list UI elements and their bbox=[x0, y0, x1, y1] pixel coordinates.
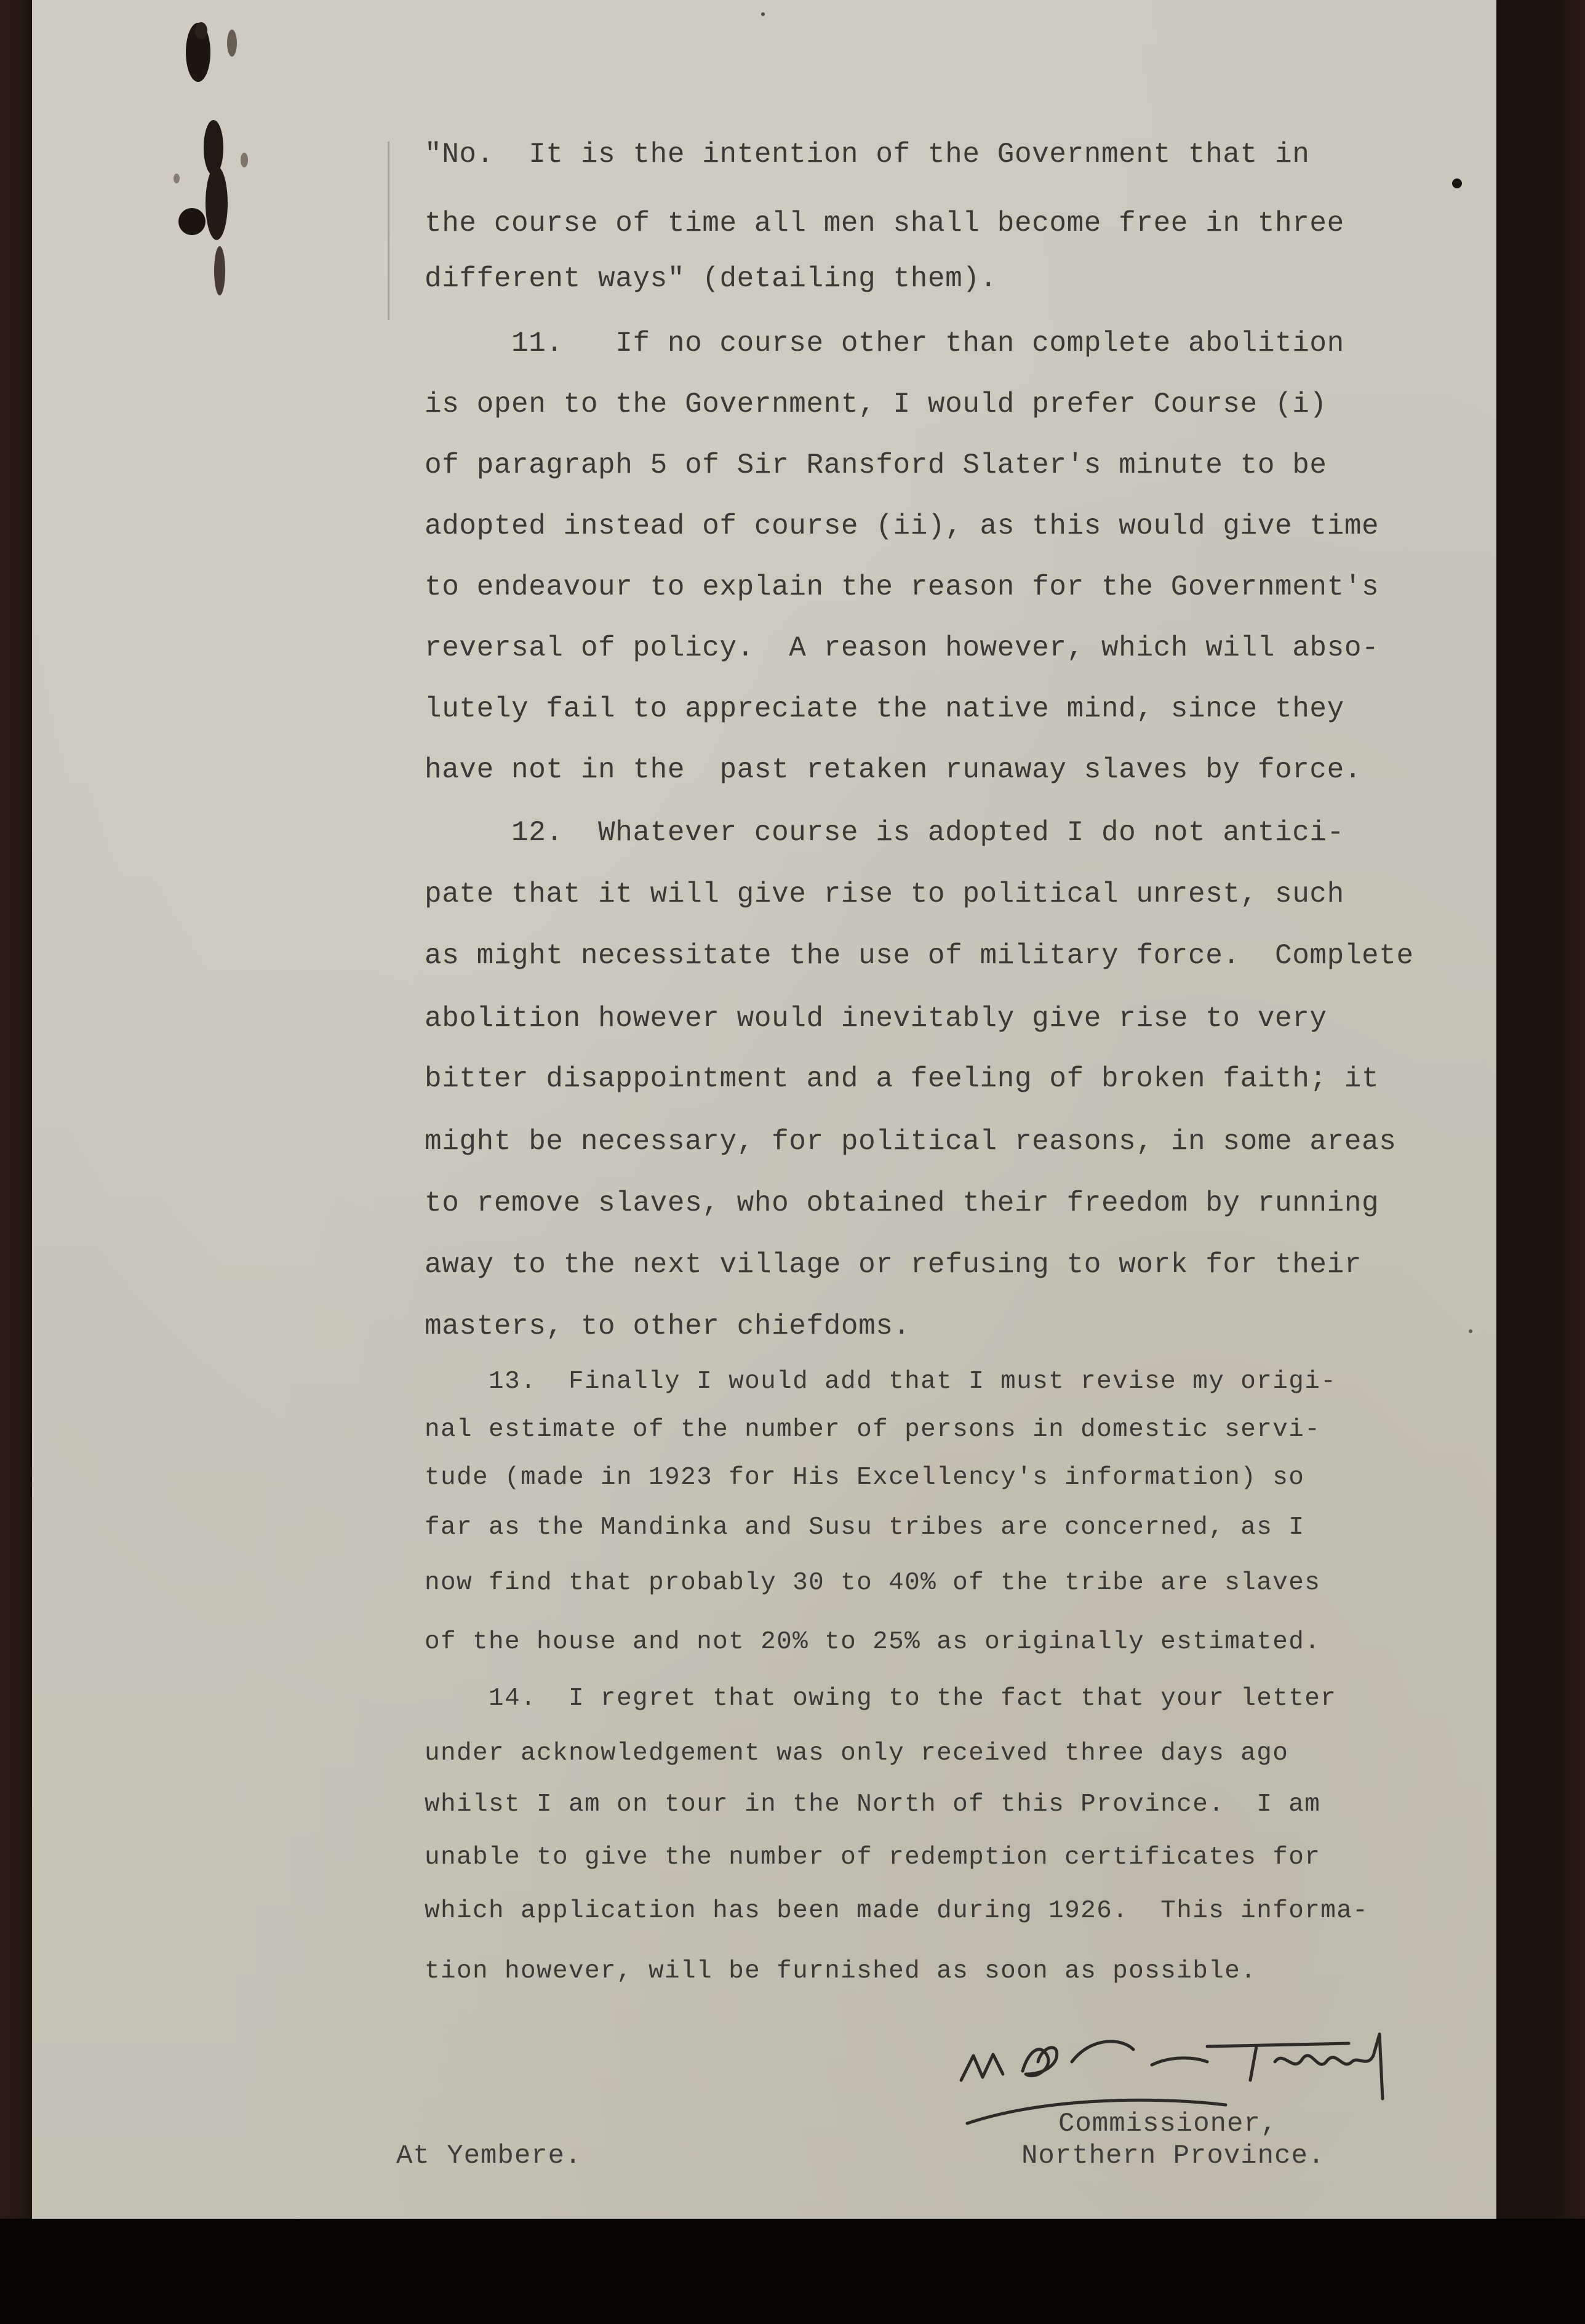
body-line: unable to give the number of redemption certificates for bbox=[425, 1843, 1321, 1872]
ink-speck bbox=[761, 12, 765, 16]
paragraph-11-start: 11. If no course other than complete abolition bbox=[425, 327, 1344, 359]
body-line: abolition however would inevitably give rise to very bbox=[425, 1003, 1327, 1035]
body-line: nal estimate of the number of persons in domestic servi- bbox=[425, 1416, 1321, 1444]
body-line: of the house and not 20% to 25% as originally estimated. bbox=[425, 1628, 1321, 1656]
pin-rust-stain bbox=[164, 18, 263, 308]
body-line: tude (made in 1923 for His Excellency's information) so bbox=[425, 1464, 1305, 1492]
body-line: tion however, will be furnished as soon as possible. bbox=[425, 1957, 1257, 1985]
body-line: different ways" (detailing them). bbox=[425, 263, 997, 295]
body-line: might be necessary, for political reasons, in some areas bbox=[425, 1126, 1397, 1158]
body-line: the course of time all men shall become free in three bbox=[425, 207, 1344, 239]
ink-speck bbox=[1469, 1329, 1472, 1333]
body-line: as might necessitate the use of military force. Complete bbox=[425, 940, 1414, 972]
body-line: "No. It is the intention of the Government that in bbox=[425, 138, 1310, 170]
body-line: reversal of policy. A reason however, which will abso- bbox=[425, 632, 1379, 664]
body-line: of paragraph 5 of Sir Ransford Slater's minute to be bbox=[425, 449, 1327, 481]
body-line: lutely fail to appreciate the native mind, since they bbox=[425, 693, 1344, 725]
body-line: is open to the Government, I would prefer Course (i) bbox=[425, 388, 1327, 420]
body-line: masters, to other chiefdoms. bbox=[425, 1310, 911, 1342]
paragraph-12-start: 12. Whatever course is adopted I do not antici- bbox=[425, 817, 1344, 849]
body-line: under acknowledgement was only received three days ago bbox=[425, 1739, 1289, 1768]
paragraph-13-start: 13. Finally I would add that I must revise my origi- bbox=[425, 1368, 1337, 1396]
body-line: which application has been made during 1926. This informa- bbox=[425, 1897, 1369, 1925]
body-line: far as the Mandinka and Susu tribes are concerned, as I bbox=[425, 1513, 1305, 1542]
signatory-province: Northern Province. bbox=[1021, 2141, 1325, 2171]
letter-page bbox=[32, 0, 1496, 2219]
signatory-title: Commissioner, bbox=[1058, 2109, 1278, 2139]
body-line: whilst I am on tour in the North of this Province. I am bbox=[425, 1790, 1321, 1819]
body-line: have not in the past retaken runaway slaves by force. bbox=[425, 754, 1362, 786]
body-line: adopted instead of course (ii), as this would give time bbox=[425, 510, 1379, 542]
paragraph-14-start: 14. I regret that owing to the fact that your letter bbox=[425, 1685, 1337, 1713]
body-line: bitter disappointment and a feeling of broken faith; it bbox=[425, 1063, 1379, 1095]
body-line: to endeavour to explain the reason for the Government's bbox=[425, 571, 1379, 603]
fold-crease bbox=[388, 142, 389, 320]
body-line: pate that it will give rise to political unrest, such bbox=[425, 878, 1344, 910]
place-of-writing: At Yembere. bbox=[396, 2141, 582, 2171]
body-line: away to the next village or refusing to work for their bbox=[425, 1249, 1362, 1281]
body-line: to remove slaves, who obtained their freedom by running bbox=[425, 1187, 1379, 1219]
ink-dot bbox=[1452, 178, 1462, 188]
body-line: now find that probably 30 to 40% of the tribe are slaves bbox=[425, 1569, 1321, 1597]
backdrop-bottom-edge bbox=[0, 2219, 1585, 2324]
